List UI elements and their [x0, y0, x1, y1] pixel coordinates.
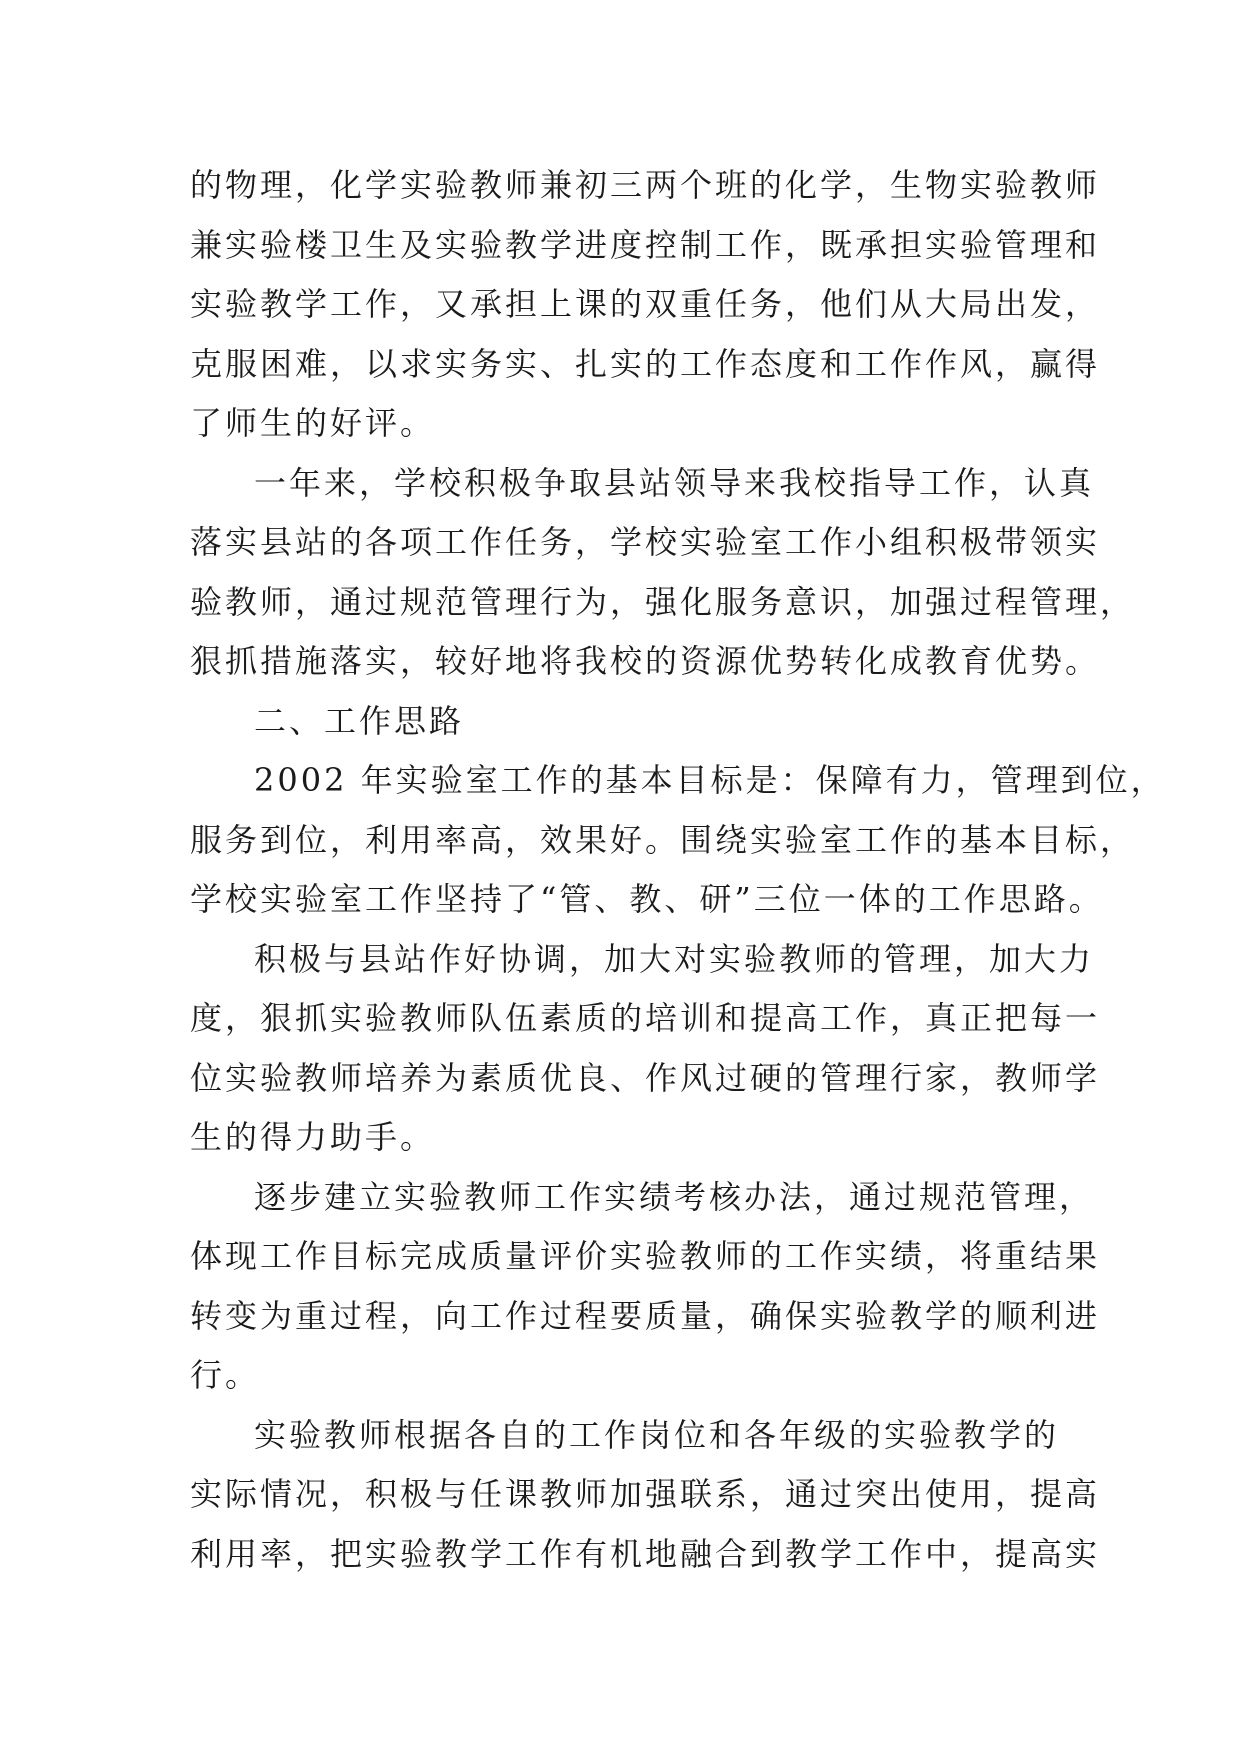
text-line: 二、工作思路 — [254, 701, 465, 740]
text-line: 验教师，通过规范管理行为，强化服务意识，加强过程管理， — [190, 582, 1136, 621]
text-line: 行。 — [190, 1356, 261, 1394]
text-line: 兼实验楼卫生及实验教学进度控制工作，既承担实验管理和 — [190, 225, 1101, 264]
text-line: 的物理，化学实验教师兼初三两个班的化学，生物实验教师 — [190, 166, 1101, 204]
text-line: 学校实验室工作坚持了“管、教、研”三位一体的工作思路。 — [190, 880, 1104, 918]
text-line: 度，狠抓实验教师队伍素质的培训和提高工作，真正把每一 — [190, 999, 1101, 1037]
text-line: 转变为重过程，向工作过程要质量，确保实验教学的顺利进 — [190, 1296, 1101, 1335]
text-line: 克服困难，以求实务实、扎实的工作态度和工作作风，赢得 — [190, 344, 1101, 383]
text-line: 实验教师根据各自的工作岗位和各年级的实验教学的 — [254, 1415, 1060, 1454]
text-line: 生的得力助手。 — [190, 1118, 436, 1156]
text-line: 服务到位，利用率高，效果好。围绕实验室工作的基本目标， — [190, 820, 1136, 859]
text-line: 了师生的好评。 — [190, 404, 436, 442]
text-line: 狠抓措施落实，较好地将我校的资源优势转化成教育优势。 — [190, 642, 1101, 680]
text-line: 位实验教师培养为素质优良、作风过硬的管理行家，教师学 — [190, 1058, 1101, 1097]
text-line: 落实县站的各项工作任务，学校实验室工作小组积极带领实 — [190, 523, 1101, 561]
text-line: 积极与县站作好协调，加大对实验教师的管理，加大力 — [254, 939, 1095, 978]
text-line: 体现工作目标完成质量评价实验教师的工作实绩，将重结果 — [190, 1237, 1101, 1275]
text-line: 实际情况，积极与任课教师加强联系，通过突出使用，提高 — [190, 1475, 1101, 1513]
text-line: 利用率，把实验教学工作有机地融合到教学工作中，提高实 — [190, 1534, 1101, 1573]
document-body — [190, 156, 1166, 1584]
text-line: 一年来，学校积极争取县站领导来我校指导工作，认真 — [254, 463, 1095, 502]
text-line: 2002 年实验室工作的基本目标是：保障有力，管理到位， — [254, 761, 1166, 799]
text-line: 逐步建立实验教师工作实绩考核办法，通过规范管理， — [254, 1177, 1095, 1216]
text-line: 实验教学工作，又承担上课的双重任务，他们从大局出发， — [190, 285, 1101, 323]
